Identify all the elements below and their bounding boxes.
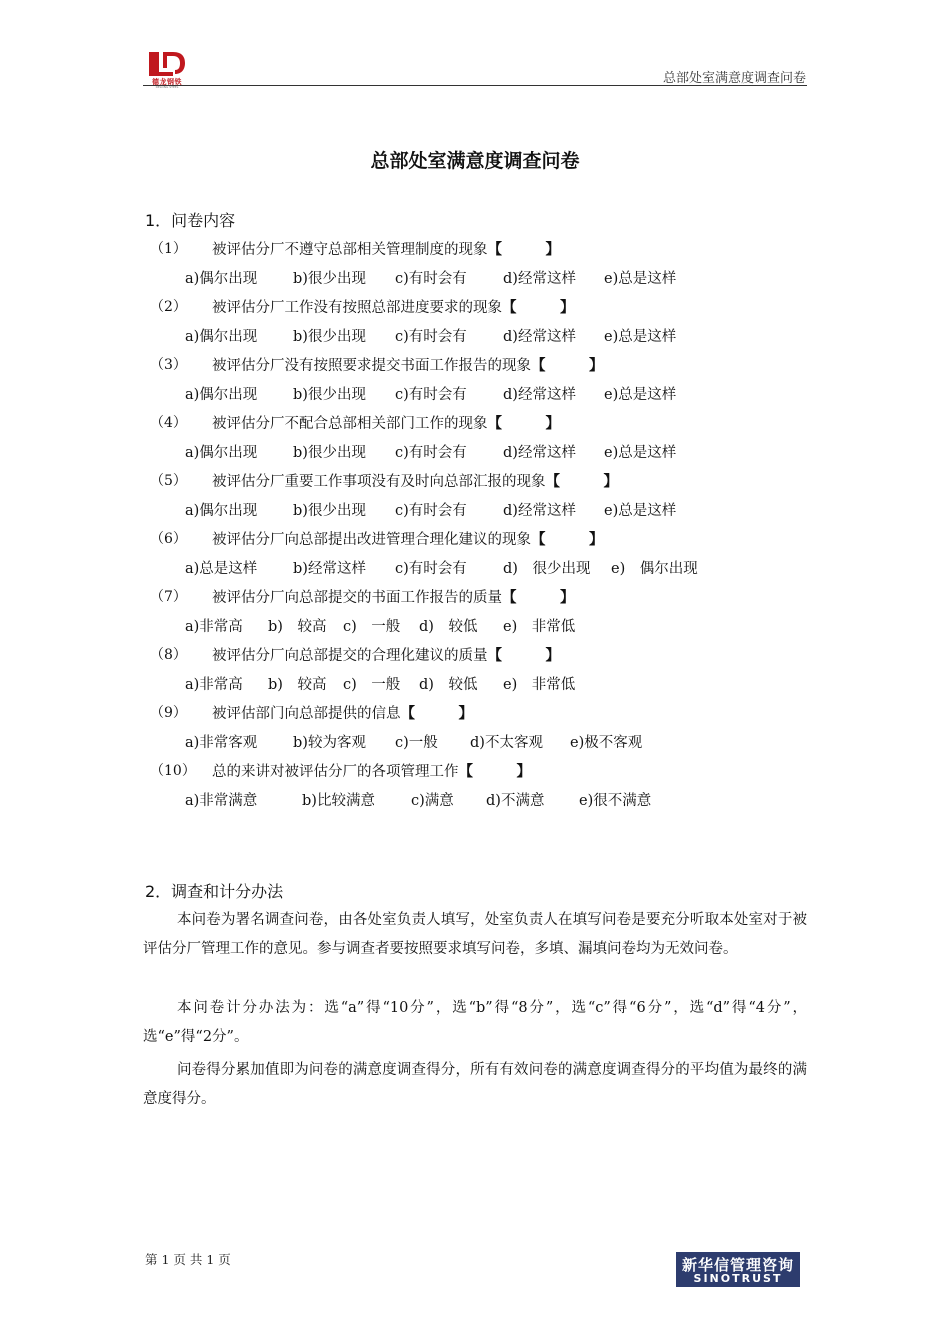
answer-option[interactable]: b)比较满意 (302, 793, 375, 809)
paragraph-survey-description: 本问卷为署名调查问卷，由各处室负责人填写，处室负责人在填写问卷是要充分听取本处室对于被评估分厂管理工作的意见。参与调查者要按照要求填写问卷，多填、漏填问卷均为无效问卷。 (143, 912, 807, 957)
answer-option[interactable]: b)很少出现 (293, 503, 366, 519)
answer-blank[interactable]: 【 】 (487, 648, 560, 664)
page-number: 第 1 页 共 1 页 (145, 1252, 231, 1267)
question-text (212, 296, 575, 317)
answer-option[interactable]: c)有时会有 (395, 503, 467, 519)
question-number: （2） (150, 299, 187, 315)
answer-option[interactable]: d)经常这样 (503, 329, 576, 345)
answer-option[interactable]: d)经常这样 (503, 445, 576, 461)
answer-option[interactable]: a)偶尔出现 (185, 329, 258, 345)
answer-option[interactable]: e)总是这样 (604, 445, 677, 461)
paragraph-score-aggregation: 问卷得分累加值即为问卷的满意度调查得分，所有有效问卷的满意度调查得分的平均值为最终的满意度得分。 (143, 1062, 807, 1107)
answer-option[interactable]: a)非常高 (185, 677, 243, 693)
question-number: （10） (150, 763, 196, 779)
section-heading-questionnaire: 1．问卷内容 (145, 211, 236, 230)
question-number: （1） (150, 241, 187, 257)
answer-blank[interactable]: 【 】 (487, 416, 560, 432)
answer-option[interactable]: e)总是这样 (604, 503, 677, 519)
question-text (212, 354, 604, 375)
answer-option[interactable]: a)偶尔出现 (185, 271, 258, 287)
question-prompt: 被评估分厂不配合总部相关部门工作的现象 (212, 416, 488, 432)
answer-option[interactable]: a)偶尔出现 (185, 445, 258, 461)
paragraph-scoring-rules: 本问卷计分办法为：选“a”得“10分”，选“b”得“8分”，选“c”得“6分”，选“d”得“4分”，选“e”得“2分”。 (143, 1000, 807, 1045)
answer-option[interactable]: e)总是这样 (604, 271, 677, 287)
answer-blank[interactable]: 【 】 (458, 764, 531, 780)
question-text (212, 702, 473, 723)
section-heading-scoring: 2．调查和计分办法 (145, 882, 284, 901)
question-prompt: 被评估分厂工作没有按照总部进度要求的现象 (212, 300, 502, 316)
header-title: 总部处室满意度调查问卷 (662, 71, 806, 86)
answer-option[interactable]: d) 较低 (419, 619, 478, 635)
answer-option[interactable]: c)满意 (411, 793, 454, 809)
answer-option[interactable]: c)一般 (395, 735, 438, 751)
question-text (212, 412, 560, 433)
answer-option[interactable]: d)不满意 (486, 793, 545, 809)
answer-option[interactable]: e)极不客观 (570, 735, 643, 751)
answer-option[interactable]: a)偶尔出现 (185, 503, 258, 519)
answer-option[interactable]: d)不太客观 (470, 735, 543, 751)
answer-option[interactable]: a)总是这样 (185, 561, 258, 577)
answer-blank[interactable]: 【 】 (400, 706, 473, 722)
question-text (212, 644, 560, 665)
question-number: （4） (150, 415, 187, 431)
answer-blank[interactable]: 【 】 (531, 532, 604, 548)
answer-option[interactable]: d) 很少出现 (503, 561, 591, 577)
logo-mark-icon (145, 50, 189, 78)
answer-option[interactable]: e)总是这样 (604, 387, 677, 403)
answer-option[interactable]: b)较为客观 (293, 735, 366, 751)
header-divider (143, 85, 807, 86)
answer-option[interactable]: c)有时会有 (395, 561, 467, 577)
answer-option[interactable]: d)经常这样 (503, 503, 576, 519)
answer-option[interactable]: c)有时会有 (395, 445, 467, 461)
question-number: （3） (150, 357, 187, 373)
question-number: （9） (150, 705, 187, 721)
answer-option[interactable]: c) 一般 (343, 677, 401, 693)
answer-option[interactable]: d)经常这样 (503, 387, 576, 403)
answer-option[interactable]: b)很少出现 (293, 329, 366, 345)
question-prompt: 被评估分厂不遵守总部相关管理制度的现象 (212, 242, 488, 258)
consultancy-logo (676, 1252, 800, 1287)
answer-option[interactable]: c)有时会有 (395, 271, 467, 287)
answer-option[interactable]: d)经常这样 (503, 271, 576, 287)
answer-option[interactable]: e) 非常低 (503, 677, 576, 693)
answer-blank[interactable]: 【 】 (502, 590, 575, 606)
answer-option[interactable]: b) 较高 (268, 619, 327, 635)
logo-text: 德龙钢铁 (152, 78, 182, 86)
question-prompt: 被评估部门向总部提供的信息 (212, 706, 401, 722)
logo-subtext: DELONG STEEL (155, 85, 179, 89)
answer-blank[interactable]: 【 】 (487, 242, 560, 258)
question-number: （5） (150, 473, 187, 489)
company-logo (145, 50, 189, 88)
answer-option[interactable]: a)非常满意 (185, 793, 258, 809)
answer-blank[interactable]: 【 】 (531, 358, 604, 374)
answer-option[interactable]: e)总是这样 (604, 329, 677, 345)
question-prompt: 被评估分厂重要工作事项没有及时向总部汇报的现象 (212, 474, 546, 490)
answer-option[interactable]: e) 偶尔出现 (611, 561, 698, 577)
answer-option[interactable]: b) 较高 (268, 677, 327, 693)
question-prompt: 被评估分厂向总部提交的合理化建议的质量 (212, 648, 488, 664)
document-title: 总部处室满意度调查问卷 (370, 150, 580, 172)
answer-blank[interactable]: 【 】 (545, 474, 618, 490)
answer-option[interactable]: b)很少出现 (293, 387, 366, 403)
answer-option[interactable]: a)偶尔出现 (185, 387, 258, 403)
question-prompt: 总的来讲对被评估分厂的各项管理工作 (212, 764, 459, 780)
answer-option[interactable]: c)有时会有 (395, 329, 467, 345)
answer-blank[interactable]: 【 】 (502, 300, 575, 316)
answer-option[interactable]: d) 较低 (419, 677, 478, 693)
answer-option[interactable]: e) 非常低 (503, 619, 576, 635)
question-text (212, 760, 531, 781)
consultancy-logo-en: SINOTRUST (693, 1272, 783, 1285)
answer-option[interactable]: c) 一般 (343, 619, 401, 635)
answer-option[interactable]: b)很少出现 (293, 271, 366, 287)
question-number: （7） (150, 589, 187, 605)
question-text (212, 528, 604, 549)
question-text (212, 470, 618, 491)
question-prompt: 被评估分厂向总部提出改进管理合理化建议的现象 (212, 532, 531, 548)
question-text (212, 238, 560, 259)
question-number: （6） (150, 531, 187, 547)
question-number: （8） (150, 647, 187, 663)
answer-option[interactable]: e)很不满意 (579, 793, 652, 809)
answer-option[interactable]: b)很少出现 (293, 445, 366, 461)
answer-option[interactable]: a)非常高 (185, 619, 243, 635)
question-prompt: 被评估分厂向总部提交的书面工作报告的质量 (212, 590, 502, 606)
consultancy-logo-cn: 新华信管理咨询 (681, 1256, 794, 1274)
question-prompt: 被评估分厂没有按照要求提交书面工作报告的现象 (212, 358, 531, 374)
answer-option[interactable]: b)经常这样 (293, 561, 366, 577)
answer-option[interactable]: a)非常客观 (185, 735, 258, 751)
answer-option[interactable]: c)有时会有 (395, 387, 467, 403)
question-text (212, 586, 575, 607)
